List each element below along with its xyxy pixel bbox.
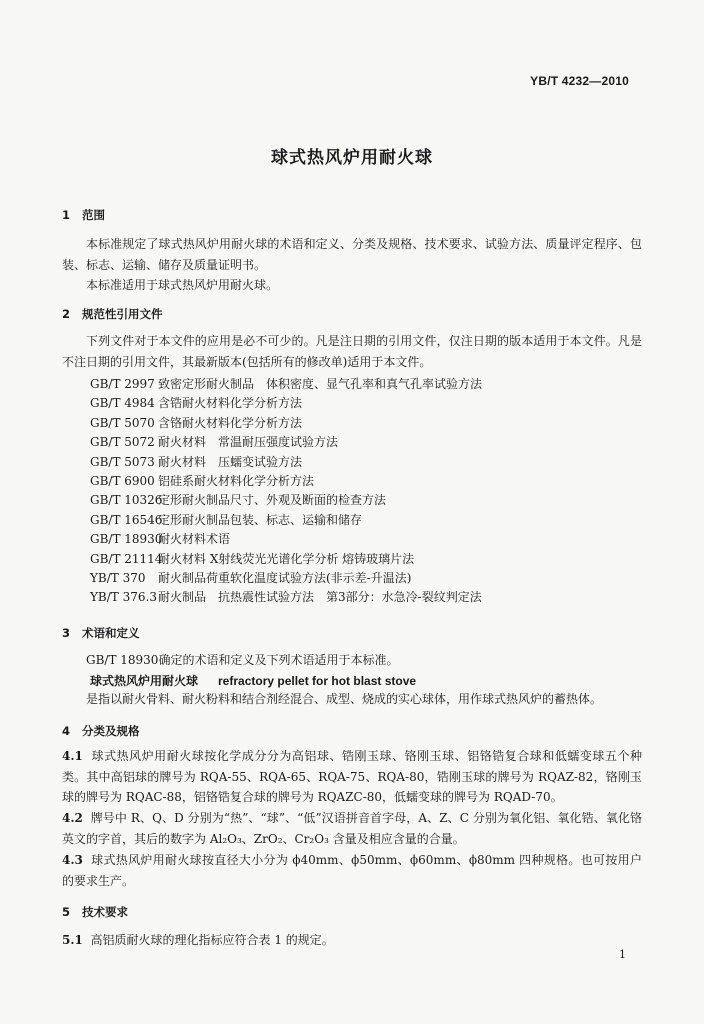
reference-code: GB/T 10326 — [90, 493, 163, 508]
document-title: 球式热风炉用耐火球 — [271, 148, 433, 168]
section-title: 分类及规格 — [82, 724, 140, 738]
section-1-paragraph-1: 本标准规定了球式热风炉用耐火球的术语和定义、分类及规格、技术要求、试验方法、质量评定程序、包装、标志、运输、储存及质量证明书。 — [62, 237, 642, 272]
reference-title: 铝硅系耐火材料化学分析方法 — [158, 473, 315, 488]
reference-title: 耐火材料术语 — [158, 532, 231, 547]
term-definition: 是指以耐火骨料、耐火粉料和结合剂经混合、成型、烧成的实心球体，用作球式热风炉的蓄热体。 — [86, 692, 603, 706]
reference-code: GB/T 4984 — [90, 396, 155, 411]
reference-item — [90, 530, 482, 549]
reference-code: GB/T 5070 — [90, 415, 155, 430]
reference-title: 致密定形耐火制品 体积密度、显气孔率和真气孔率试验方法 — [158, 377, 483, 391]
section-number: 5 — [62, 905, 71, 919]
reference-item — [90, 491, 482, 510]
clause-5-1 — [62, 930, 642, 951]
reference-code: GB/T 2997 — [90, 377, 155, 391]
section-2-heading — [62, 306, 163, 322]
section-number: 3 — [62, 626, 71, 640]
section-title: 术语和定义 — [82, 626, 140, 640]
section-4-heading — [62, 723, 140, 739]
clause-text: 球式热风炉用耐火球按化学成分分为高铝球、锆刚玉球、铬刚玉球、铝铬锆复合球和低蠕变球五个种类。其中高铝球的牌号为 RQA-55、RQA-65、RQA-75、RQA-80，锆刚玉球的牌号为 RQAZ-82，铬刚玉球的牌号为 RQAC-88，铝铬锆复合球的牌号为 RQAZC-80，低蠕变球的牌号为 RQAD-70。 — [62, 749, 642, 804]
reference-item — [90, 433, 482, 452]
reference-title: 耐火材料 X射线荧光光谱化学分析 熔铸玻璃片法 — [158, 551, 415, 566]
clause-text: 高铝质耐火球的理化指标应符合表 1 的规定。 — [90, 933, 334, 947]
section-title: 技术要求 — [82, 905, 128, 919]
clause-4-2 — [62, 808, 642, 849]
section-number: 2 — [62, 307, 71, 321]
reference-title: 定形耐火制品尺寸、外观及断面的检查方法 — [158, 493, 387, 508]
reference-title: 耐火制品 抗热震性试验方法 第3部分：水急冷-裂纹判定法 — [158, 590, 482, 605]
reference-code: GB/T 16546 — [90, 512, 163, 527]
page-number: 1 — [619, 948, 626, 961]
reference-item — [90, 453, 482, 472]
reference-title: 耐火材料 常温耐压强度试验方法 — [158, 435, 339, 450]
section-3-heading — [62, 625, 140, 641]
reference-title: 含铬耐火材料化学分析方法 — [158, 415, 303, 430]
reference-code: GB/T 5073 — [90, 454, 155, 469]
clause-number: 4.2 — [62, 811, 83, 825]
section-number: 1 — [62, 208, 71, 222]
term-chinese: 球式热风炉用耐火球 — [90, 674, 199, 688]
reference-title: 耐火制品荷重软化温度试验方法(非示差-升温法) — [158, 570, 412, 585]
reference-code: YB/T 376.3 — [90, 590, 157, 605]
reference-item — [90, 472, 482, 491]
section-1-paragraph-2: 本标准适用于球式热风炉用耐火球。 — [86, 278, 279, 292]
section-5-heading — [62, 904, 128, 920]
reference-title: 定形耐火制品包装、标志、运输和储存 — [158, 512, 363, 527]
reference-code: GB/T 18930 — [90, 532, 163, 547]
clause-4-1 — [62, 746, 642, 808]
section-number: 4 — [62, 724, 71, 738]
section-3-intro: GB/T 18930确定的术语和定义及下列术语适用于本标准。 — [86, 653, 399, 667]
reference-item — [90, 588, 482, 607]
clause-number: 4.3 — [62, 853, 83, 867]
reference-code: GB/T 21114 — [90, 551, 163, 566]
reference-title: 含锆耐火材料化学分析方法 — [158, 396, 303, 411]
reference-list — [90, 375, 482, 608]
reference-code: GB/T 6900 — [90, 473, 155, 488]
reference-item — [90, 569, 482, 588]
clause-text: 球式热风炉用耐火球按直径大小分为 ϕ40mm、ϕ50mm、ϕ60mm、ϕ80mm 四种规格。也可按用户的要求生产。 — [62, 853, 642, 888]
reference-item — [90, 550, 482, 569]
clause-text: 牌号中 R、Q、D 分别为“热”、“球”、“低”汉语拼音首字母，A、Z、C 分别为氧化铝、氧化锆、氧化铬英文的字首，其后的数字为 Al₂O₃、ZrO₂、Cr₂O₃ 含量及相应含量的合量。 — [62, 811, 642, 846]
reference-code: YB/T 370 — [90, 570, 146, 585]
reference-item — [90, 511, 482, 530]
reference-title: 耐火材料 压蠕变试验方法 — [158, 454, 303, 469]
reference-item — [90, 414, 482, 433]
clause-number: 5.1 — [62, 933, 83, 947]
section-title: 规范性引用文件 — [82, 307, 163, 321]
reference-code: GB/T 5072 — [90, 435, 155, 450]
reference-item — [90, 375, 482, 394]
section-2-intro: 下列文件对于本文件的应用是必不可少的。凡是注日期的引用文件，仅注日期的版本适用于本文件。凡是不注日期的引用文件，其最新版本(包括所有的修改单)适用于本文件。 — [62, 334, 642, 369]
term-english: refractory pellet for hot blast stove — [218, 674, 417, 688]
clause-number: 4.1 — [62, 749, 83, 763]
reference-item — [90, 394, 482, 413]
section-title: 范围 — [82, 208, 105, 222]
clause-4-3 — [62, 850, 642, 891]
term-entry — [90, 672, 416, 689]
section-1-heading — [62, 207, 105, 223]
standard-number: YB/T 4232—2010 — [530, 74, 629, 88]
